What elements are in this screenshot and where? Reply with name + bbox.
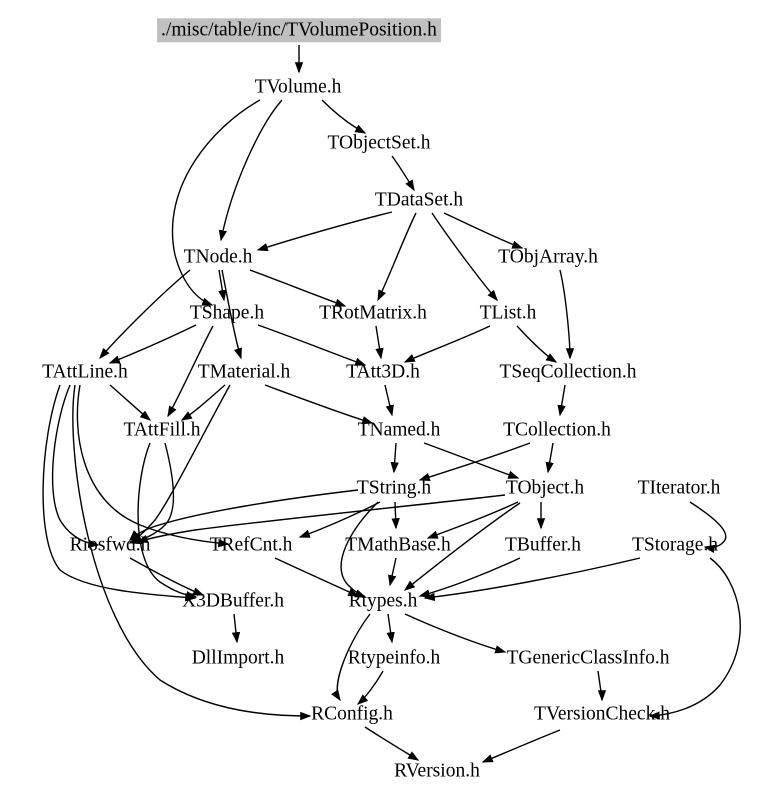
graph-node[interactable]: Rtypes.h: [348, 590, 418, 612]
graph-node[interactable]: TRefCnt.h: [209, 534, 293, 556]
graph-node[interactable]: TAttLine.h: [42, 361, 128, 383]
graph-edge: [432, 213, 497, 300]
graph-edge: [258, 212, 392, 250]
graph-edge: [219, 270, 224, 300]
graph-node[interactable]: TVersionCheck.h: [534, 703, 670, 725]
graph-edge: [420, 558, 520, 596]
graph-node[interactable]: TMaterial.h: [197, 361, 291, 383]
graph-edge: [376, 326, 381, 358]
graph-edge: [300, 502, 380, 537]
graph-edge: [395, 502, 396, 528]
graph-edge: [322, 100, 365, 133]
graph-edge: [598, 671, 602, 700]
graph-edge: [394, 443, 396, 472]
graph-node[interactable]: TShape.h: [189, 302, 265, 324]
graph-node[interactable]: TAttFill.h: [123, 419, 201, 441]
graph-edge: [392, 156, 414, 190]
graph-edge: [110, 325, 196, 363]
graph-node[interactable]: TBuffer.h: [504, 534, 582, 556]
graph-node[interactable]: TRotMatrix.h: [319, 302, 427, 324]
graph-edge: [182, 385, 225, 420]
graph-node[interactable]: TVolume.h: [254, 76, 342, 98]
graph-edge: [358, 671, 383, 704]
graph-node[interactable]: TObject.h: [505, 477, 585, 499]
graph-node[interactable]: TString.h: [356, 477, 432, 499]
graph-node[interactable]: DllImport.h: [191, 647, 285, 669]
graph-node[interactable]: TGenericClassInfo.h: [506, 647, 670, 669]
graph-edge: [444, 213, 522, 248]
graph-edge: [388, 614, 392, 642]
graph-edge: [378, 213, 416, 300]
graph-edge: [560, 270, 570, 358]
graph-node[interactable]: Riosfwd.h: [69, 534, 151, 556]
graph-edge: [172, 100, 260, 305]
graph-edge: [138, 443, 196, 597]
graph-edge: [560, 385, 565, 415]
graph-edge: [390, 558, 396, 585]
graph-node[interactable]: TMathBase.h: [345, 534, 451, 556]
graph-node[interactable]: TObjArray.h: [498, 246, 598, 268]
graph-edge: [130, 385, 230, 543]
graph-edge: [405, 326, 490, 362]
graph-node[interactable]: TAtt3D.h: [346, 361, 420, 383]
graph-edge: [650, 558, 740, 716]
graph-edge: [234, 614, 237, 642]
graph-edge: [53, 385, 98, 545]
graph-edge: [517, 326, 556, 362]
graph-node[interactable]: X3DBuffer.h: [181, 590, 285, 612]
graph-node[interactable]: TNamed.h: [357, 419, 441, 441]
graph-node[interactable]: TList.h: [479, 302, 537, 324]
graph-edge: [77, 385, 228, 544]
graph-edge: [100, 270, 190, 358]
graph-edge: [483, 730, 560, 762]
graph-node[interactable]: TStorage.h: [631, 534, 719, 556]
graph-edge: [43, 385, 195, 598]
graph-node[interactable]: RConfig.h: [311, 703, 393, 725]
graph-node[interactable]: Rtypeinfo.h: [347, 647, 441, 669]
graph-edge: [424, 443, 518, 478]
graph-node[interactable]: TObjectSet.h: [327, 132, 431, 154]
graph-edge: [420, 443, 530, 480]
graph-node[interactable]: TNode.h: [183, 246, 253, 268]
graph-edge: [385, 385, 392, 415]
graph-node[interactable]: TCollection.h: [503, 419, 611, 441]
graph-node-root[interactable]: ./misc/table/inc/TVolumePosition.h: [157, 18, 441, 42]
graph-node[interactable]: TDataSet.h: [374, 189, 464, 211]
graph-node[interactable]: TSeqCollection.h: [499, 361, 637, 383]
graph-node[interactable]: TIterator.h: [637, 477, 721, 499]
graph-node[interactable]: RVersion.h: [394, 760, 480, 782]
graph-edge: [110, 385, 150, 420]
graph-edge: [425, 558, 640, 598]
graph-edge: [221, 100, 282, 240]
graph-edge: [365, 727, 418, 760]
graph-edge: [132, 443, 174, 543]
graph-edge: [258, 325, 365, 365]
graph-edge: [548, 443, 553, 472]
